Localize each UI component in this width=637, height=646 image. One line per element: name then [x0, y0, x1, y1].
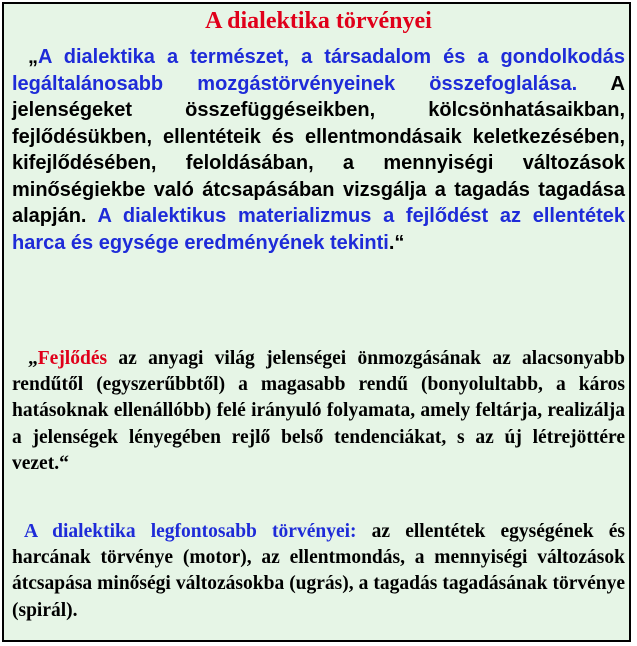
close-quote: .“ [388, 231, 405, 254]
definition-body: A jelenségeket összefüggéseikben, kölcsönhatásaikban, fejlődésükben, ellentéteik és ellentmondásaik keletkezésében, kifejlődésében, feloldásában, a mennyiségi változások minőségiekbe való átcsapásában vizsgálja a tagadás tagadása alapján. [12, 72, 625, 227]
open-quote: „ [28, 46, 38, 68]
definition-paragraph [12, 44, 625, 256]
laws-paragraph [12, 519, 625, 624]
development-term: Fejlődés [37, 348, 108, 369]
slide-panel [2, 2, 631, 642]
open-quote: „ [28, 348, 38, 369]
materialism-highlight: A dialektikus materializmus a fejlődést az ellentétek harca és egysége eredményének tekinti [12, 205, 625, 254]
page-title: A dialektika törvényei [205, 8, 432, 34]
development-paragraph [12, 346, 625, 477]
development-body: az anyagi világ jelenségei önmozgásának az alacsonyabb rendűtől (egyszerűbbtől) a magasabb rendű (bonyolultabb, a káros hatásoknak ellenállóbb) felé irányuló folyamata, amely feltárja, realizálja a jelenségek lényegében rejlő belső tendenciákat, s az új létrejöttére vezet.“ [12, 348, 625, 474]
laws-body: az ellentétek egységének és harcának törvénye (motor), az ellentmondás, a mennyiségi változások átcsapása minőségi változásokba (ugrás), a tagadás tagadásának törvénye (spirál). [12, 521, 625, 621]
definition-highlight: A dialektika a természet, a társadalom és a gondolkodás legáltalánosabb mozgástörvényeinek összefoglalása. [12, 46, 625, 95]
laws-heading: A dialektika legfontosabb törvényei: [24, 521, 357, 542]
